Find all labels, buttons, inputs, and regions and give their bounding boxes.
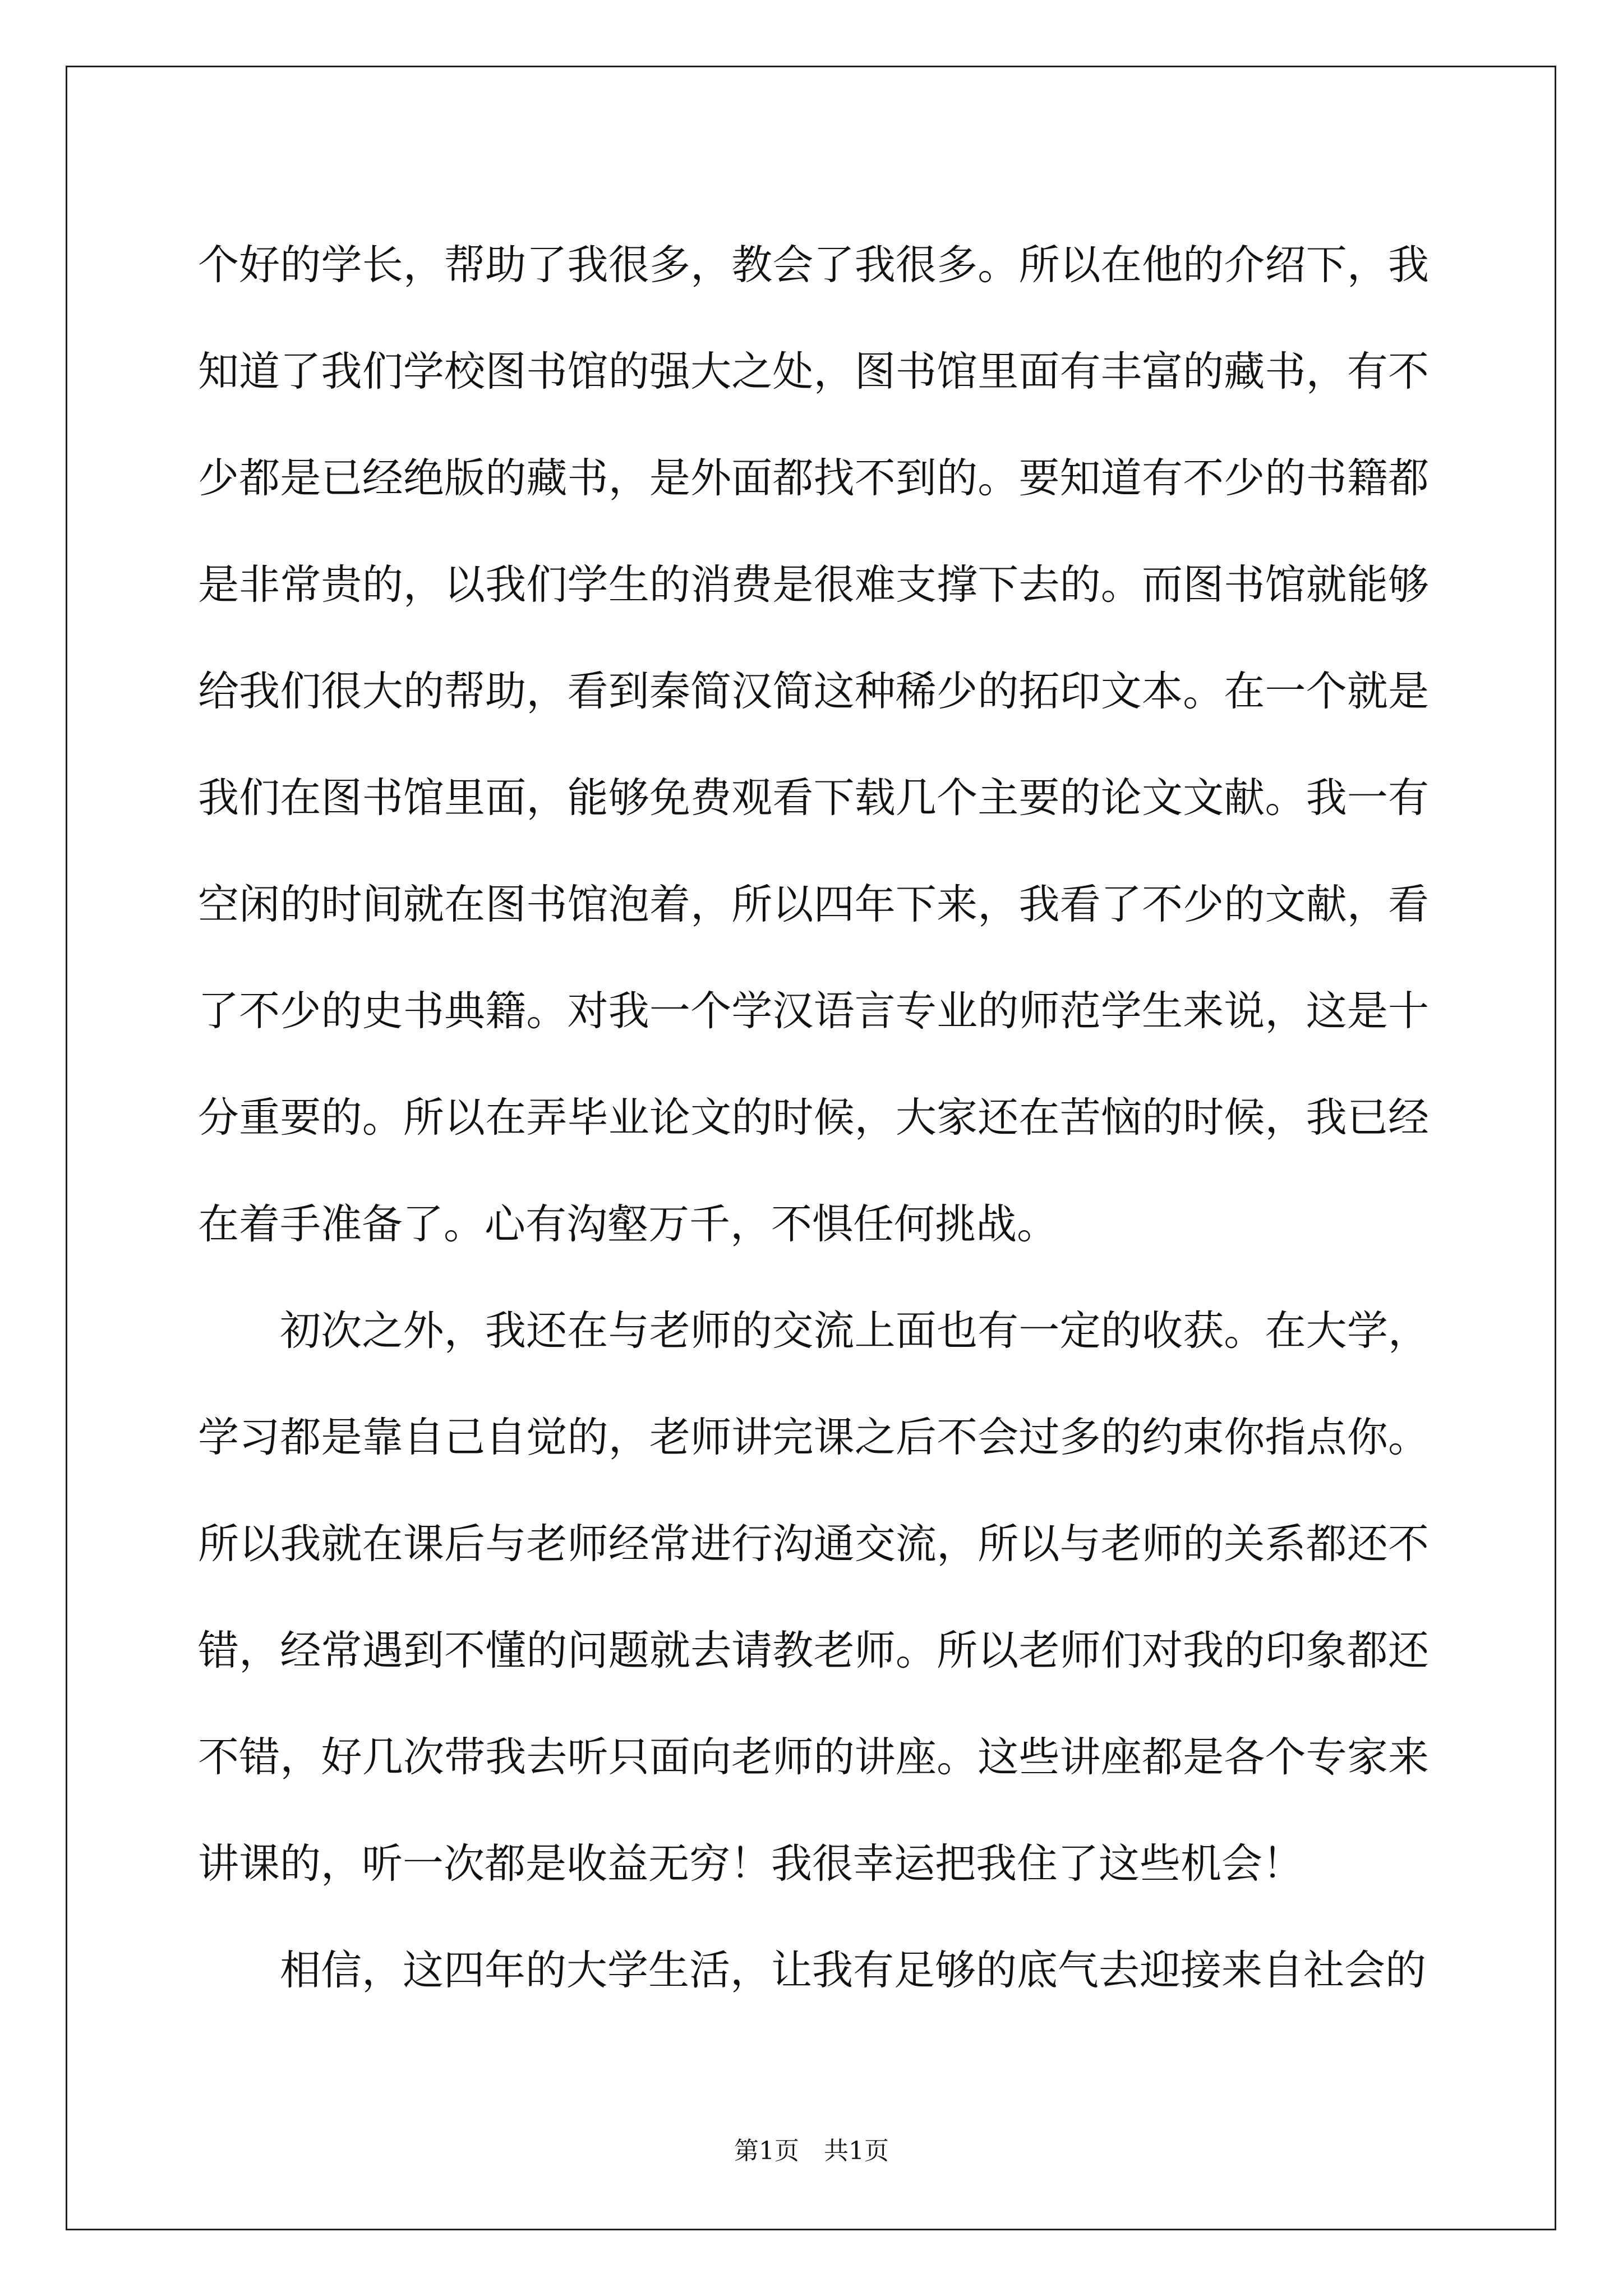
text-line: 个好的学长，帮助了我很多，教会了我很多。所以在他的介绍下，我 bbox=[198, 241, 1429, 289]
text-line: 学习都是靠自己自觉的，老师讲完课之后不会过多的约束你指点你。 bbox=[198, 1414, 1429, 1461]
text-line: 在着手准备了。心有沟壑万千，不惧任何挑战。 bbox=[198, 1200, 1058, 1248]
text-line: 是非常贵的，以我们学生的消费是很难支撑下去的。而图书馆就能够 bbox=[198, 561, 1429, 609]
text-line: 给我们很大的帮助，看到秦简汉简这种稀少的拓印文本。在一个就是 bbox=[198, 668, 1429, 715]
text-line: 分重要的。所以在弄毕业论文的时候，大家还在苦恼的时候，我已经 bbox=[198, 1094, 1429, 1142]
page-number-footer: 第1页 共1页 bbox=[734, 2137, 889, 2165]
text-line: 空闲的时间就在图书馆泡着，所以四年下来，我看了不少的文献，看 bbox=[198, 881, 1429, 928]
text-line: 所以我就在课后与老师经常进行沟通交流，所以与老师的关系都还不 bbox=[198, 1520, 1429, 1568]
text-line: 知道了我们学校图书馆的强大之处，图书馆里面有丰富的藏书，有不 bbox=[198, 348, 1429, 395]
text-line: 错，经常遇到不懂的问题就去请教老师。所以老师们对我的印象都还 bbox=[198, 1627, 1429, 1674]
text-line: 不错，好几次带我去听只面向老师的讲座。这些讲座都是各个专家来 bbox=[198, 1733, 1429, 1781]
text-line: 我们在图书馆里面，能够免费观看下载几个主要的论文文献。我一有 bbox=[198, 774, 1429, 822]
text-line: 了不少的史书典籍。对我一个学汉语言专业的师范学生来说，这是十 bbox=[198, 987, 1429, 1035]
text-line: 初次之外，我还在与老师的交流上面也有一定的收获。在大学， bbox=[280, 1307, 1429, 1355]
document-body bbox=[198, 212, 1429, 2024]
text-line: 相信，这四年的大学生活，让我有足够的底气去迎接来自社会的 bbox=[280, 1947, 1426, 1994]
text-line: 少都是已经绝版的藏书，是外面都找不到的。要知道有不少的书籍都 bbox=[198, 454, 1429, 502]
text-line: 讲课的，听一次都是收益无穷！我很幸运把我住了这些机会！ bbox=[198, 1840, 1303, 1888]
